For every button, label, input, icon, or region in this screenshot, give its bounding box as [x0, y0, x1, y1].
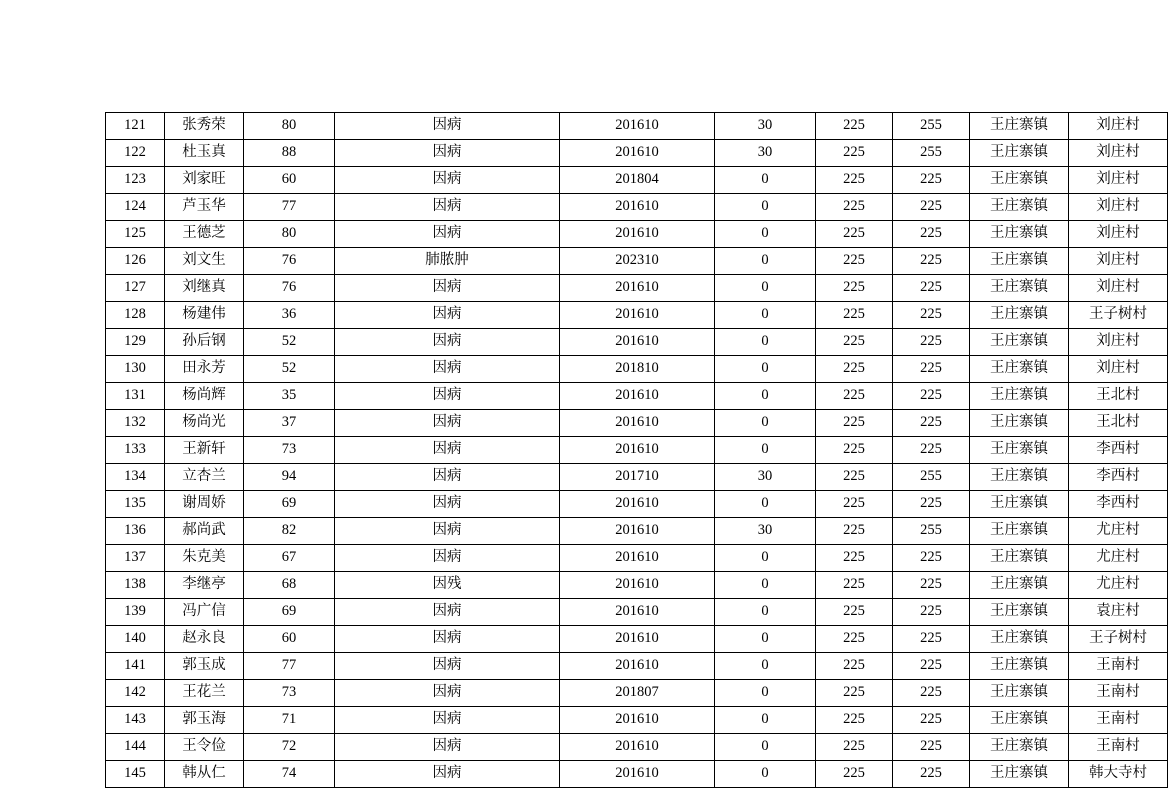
cell-name: 朱克美: [165, 545, 244, 572]
cell-index: 136: [106, 518, 165, 545]
cell-name: 田永芳: [165, 356, 244, 383]
cell-name: 张秀荣: [165, 113, 244, 140]
cell-index: 126: [106, 248, 165, 275]
cell-name: 杜玉真: [165, 140, 244, 167]
cell-age: 72: [244, 734, 335, 761]
cell-town: 王庄寨镇: [970, 383, 1069, 410]
cell-amount-2: 225: [816, 707, 893, 734]
cell-amount-1: 0: [715, 707, 816, 734]
cell-index: 133: [106, 437, 165, 464]
cell-village: 刘庄村: [1069, 113, 1168, 140]
cell-date: 201610: [560, 410, 715, 437]
cell-index: 144: [106, 734, 165, 761]
cell-cause: 肺脓肿: [335, 248, 560, 275]
cell-date: 202310: [560, 248, 715, 275]
cell-age: 68: [244, 572, 335, 599]
cell-amount-2: 225: [816, 761, 893, 788]
cell-date: 201610: [560, 302, 715, 329]
table-row: [106, 572, 1168, 599]
cell-town: 王庄寨镇: [970, 599, 1069, 626]
cell-age: 76: [244, 275, 335, 302]
cell-age: 37: [244, 410, 335, 437]
cell-total: 225: [893, 491, 970, 518]
cell-amount-2: 225: [816, 545, 893, 572]
cell-total: 255: [893, 140, 970, 167]
cell-cause: 因病: [335, 356, 560, 383]
cell-amount-1: 0: [715, 356, 816, 383]
cell-name: 王令俭: [165, 734, 244, 761]
cell-village: 李西村: [1069, 464, 1168, 491]
cell-name: 郭玉海: [165, 707, 244, 734]
cell-index: 134: [106, 464, 165, 491]
cell-amount-2: 225: [816, 410, 893, 437]
cell-cause: 因病: [335, 653, 560, 680]
cell-cause: 因病: [335, 491, 560, 518]
cell-index: 125: [106, 221, 165, 248]
cell-amount-1: 0: [715, 383, 816, 410]
cell-town: 王庄寨镇: [970, 194, 1069, 221]
cell-name: 刘家旺: [165, 167, 244, 194]
cell-age: 35: [244, 383, 335, 410]
cell-amount-1: 0: [715, 572, 816, 599]
cell-town: 王庄寨镇: [970, 491, 1069, 518]
table-row: [106, 518, 1168, 545]
cell-town: 王庄寨镇: [970, 761, 1069, 788]
cell-total: 225: [893, 275, 970, 302]
cell-name: 李继亭: [165, 572, 244, 599]
cell-age: 60: [244, 626, 335, 653]
cell-date: 201610: [560, 599, 715, 626]
cell-date: 201804: [560, 167, 715, 194]
cell-total: 225: [893, 356, 970, 383]
cell-village: 王南村: [1069, 734, 1168, 761]
roster-table-container: [105, 112, 1147, 788]
cell-age: 77: [244, 194, 335, 221]
cell-age: 60: [244, 167, 335, 194]
cell-amount-1: 0: [715, 734, 816, 761]
table-row: [106, 680, 1168, 707]
table-row: [106, 545, 1168, 572]
cell-index: 128: [106, 302, 165, 329]
table-row: [106, 626, 1168, 653]
cell-cause: 因病: [335, 707, 560, 734]
cell-town: 王庄寨镇: [970, 113, 1069, 140]
table-row: [106, 194, 1168, 221]
table-row: [106, 113, 1168, 140]
cell-total: 225: [893, 167, 970, 194]
cell-total: 225: [893, 545, 970, 572]
cell-amount-1: 0: [715, 626, 816, 653]
cell-age: 52: [244, 356, 335, 383]
cell-town: 王庄寨镇: [970, 653, 1069, 680]
cell-total: 225: [893, 761, 970, 788]
cell-date: 201610: [560, 491, 715, 518]
cell-village: 王南村: [1069, 707, 1168, 734]
cell-index: 127: [106, 275, 165, 302]
cell-cause: 因病: [335, 626, 560, 653]
cell-name: 王德芝: [165, 221, 244, 248]
cell-amount-2: 225: [816, 248, 893, 275]
cell-total: 255: [893, 464, 970, 491]
cell-age: 88: [244, 140, 335, 167]
cell-name: 冯广信: [165, 599, 244, 626]
cell-total: 255: [893, 518, 970, 545]
cell-town: 王庄寨镇: [970, 545, 1069, 572]
cell-amount-2: 225: [816, 464, 893, 491]
cell-amount-2: 225: [816, 491, 893, 518]
cell-index: 135: [106, 491, 165, 518]
cell-amount-2: 225: [816, 275, 893, 302]
cell-village: 王北村: [1069, 383, 1168, 410]
cell-age: 77: [244, 653, 335, 680]
cell-index: 139: [106, 599, 165, 626]
cell-index: 142: [106, 680, 165, 707]
cell-village: 王北村: [1069, 410, 1168, 437]
table-row: [106, 302, 1168, 329]
cell-index: 124: [106, 194, 165, 221]
cell-cause: 因病: [335, 329, 560, 356]
cell-amount-1: 30: [715, 464, 816, 491]
cell-amount-1: 30: [715, 518, 816, 545]
table-row: [106, 491, 1168, 518]
cell-date: 201807: [560, 680, 715, 707]
cell-village: 刘庄村: [1069, 167, 1168, 194]
cell-village: 尤庄村: [1069, 518, 1168, 545]
cell-index: 141: [106, 653, 165, 680]
cell-town: 王庄寨镇: [970, 410, 1069, 437]
cell-total: 225: [893, 572, 970, 599]
cell-town: 王庄寨镇: [970, 356, 1069, 383]
cell-age: 74: [244, 761, 335, 788]
cell-amount-2: 225: [816, 140, 893, 167]
table-row: [106, 356, 1168, 383]
cell-town: 王庄寨镇: [970, 518, 1069, 545]
cell-amount-2: 225: [816, 518, 893, 545]
cell-total: 225: [893, 626, 970, 653]
cell-village: 王子树村: [1069, 626, 1168, 653]
cell-cause: 因病: [335, 167, 560, 194]
cell-name: 刘文生: [165, 248, 244, 275]
cell-name: 赵永良: [165, 626, 244, 653]
cell-name: 郭玉成: [165, 653, 244, 680]
cell-cause: 因病: [335, 302, 560, 329]
cell-age: 67: [244, 545, 335, 572]
cell-age: 82: [244, 518, 335, 545]
cell-name: 谢周娇: [165, 491, 244, 518]
cell-index: 138: [106, 572, 165, 599]
cell-village: 刘庄村: [1069, 248, 1168, 275]
cell-village: 尤庄村: [1069, 545, 1168, 572]
cell-name: 韩从仁: [165, 761, 244, 788]
cell-amount-2: 225: [816, 437, 893, 464]
cell-index: 131: [106, 383, 165, 410]
cell-amount-2: 225: [816, 221, 893, 248]
cell-total: 225: [893, 248, 970, 275]
cell-age: 73: [244, 437, 335, 464]
cell-town: 王庄寨镇: [970, 248, 1069, 275]
cell-cause: 因病: [335, 437, 560, 464]
cell-amount-1: 0: [715, 599, 816, 626]
cell-amount-2: 225: [816, 626, 893, 653]
cell-age: 76: [244, 248, 335, 275]
cell-age: 94: [244, 464, 335, 491]
cell-age: 73: [244, 680, 335, 707]
cell-amount-2: 225: [816, 302, 893, 329]
cell-total: 225: [893, 383, 970, 410]
cell-age: 69: [244, 599, 335, 626]
cell-village: 李西村: [1069, 491, 1168, 518]
cell-age: 52: [244, 329, 335, 356]
cell-date: 201610: [560, 275, 715, 302]
roster-table: [105, 112, 1168, 788]
cell-cause: 因病: [335, 599, 560, 626]
cell-cause: 因病: [335, 275, 560, 302]
cell-name: 立杏兰: [165, 464, 244, 491]
table-row: [106, 221, 1168, 248]
table-row: [106, 437, 1168, 464]
cell-index: 140: [106, 626, 165, 653]
cell-index: 143: [106, 707, 165, 734]
cell-total: 225: [893, 437, 970, 464]
cell-village: 王南村: [1069, 680, 1168, 707]
cell-date: 201610: [560, 545, 715, 572]
cell-index: 137: [106, 545, 165, 572]
cell-total: 225: [893, 599, 970, 626]
cell-date: 201610: [560, 383, 715, 410]
cell-town: 王庄寨镇: [970, 221, 1069, 248]
cell-amount-2: 225: [816, 167, 893, 194]
cell-index: 121: [106, 113, 165, 140]
cell-date: 201610: [560, 572, 715, 599]
cell-cause: 因病: [335, 734, 560, 761]
cell-total: 225: [893, 653, 970, 680]
cell-amount-2: 225: [816, 113, 893, 140]
cell-town: 王庄寨镇: [970, 734, 1069, 761]
cell-cause: 因病: [335, 545, 560, 572]
cell-name: 刘继真: [165, 275, 244, 302]
cell-amount-1: 0: [715, 410, 816, 437]
table-row: [106, 410, 1168, 437]
cell-town: 王庄寨镇: [970, 140, 1069, 167]
cell-total: 225: [893, 302, 970, 329]
cell-date: 201610: [560, 113, 715, 140]
cell-age: 71: [244, 707, 335, 734]
cell-name: 王花兰: [165, 680, 244, 707]
cell-town: 王庄寨镇: [970, 302, 1069, 329]
cell-cause: 因病: [335, 410, 560, 437]
cell-index: 129: [106, 329, 165, 356]
cell-amount-1: 0: [715, 167, 816, 194]
cell-date: 201610: [560, 734, 715, 761]
table-row: [106, 464, 1168, 491]
cell-index: 145: [106, 761, 165, 788]
table-row: [106, 383, 1168, 410]
cell-cause: 因残: [335, 572, 560, 599]
cell-amount-1: 0: [715, 491, 816, 518]
cell-cause: 因病: [335, 221, 560, 248]
table-row: [106, 167, 1168, 194]
cell-total: 225: [893, 410, 970, 437]
cell-total: 225: [893, 194, 970, 221]
cell-date: 201610: [560, 221, 715, 248]
cell-index: 132: [106, 410, 165, 437]
cell-cause: 因病: [335, 383, 560, 410]
table-row: [106, 599, 1168, 626]
cell-name: 王新轩: [165, 437, 244, 464]
cell-village: 尤庄村: [1069, 572, 1168, 599]
cell-amount-1: 0: [715, 653, 816, 680]
table-row: [106, 140, 1168, 167]
cell-amount-2: 225: [816, 356, 893, 383]
cell-cause: 因病: [335, 518, 560, 545]
cell-town: 王庄寨镇: [970, 329, 1069, 356]
roster-table-body: [106, 113, 1168, 788]
cell-village: 袁庄村: [1069, 599, 1168, 626]
cell-name: 孙后钢: [165, 329, 244, 356]
cell-amount-1: 0: [715, 221, 816, 248]
table-row: [106, 734, 1168, 761]
cell-name: 杨尚光: [165, 410, 244, 437]
cell-town: 王庄寨镇: [970, 464, 1069, 491]
cell-village: 刘庄村: [1069, 221, 1168, 248]
cell-town: 王庄寨镇: [970, 680, 1069, 707]
cell-amount-1: 30: [715, 113, 816, 140]
cell-index: 130: [106, 356, 165, 383]
cell-age: 80: [244, 221, 335, 248]
cell-cause: 因病: [335, 680, 560, 707]
cell-total: 225: [893, 707, 970, 734]
cell-amount-2: 225: [816, 572, 893, 599]
cell-amount-2: 225: [816, 653, 893, 680]
cell-total: 225: [893, 734, 970, 761]
table-row: [106, 761, 1168, 788]
cell-date: 201610: [560, 653, 715, 680]
cell-village: 刘庄村: [1069, 194, 1168, 221]
cell-amount-2: 225: [816, 329, 893, 356]
cell-name: 郝尚武: [165, 518, 244, 545]
table-row: [106, 653, 1168, 680]
cell-town: 王庄寨镇: [970, 626, 1069, 653]
cell-town: 王庄寨镇: [970, 437, 1069, 464]
cell-date: 201610: [560, 707, 715, 734]
table-row: [106, 707, 1168, 734]
table-row: [106, 275, 1168, 302]
cell-amount-1: 0: [715, 329, 816, 356]
table-row: [106, 248, 1168, 275]
cell-amount-1: 0: [715, 248, 816, 275]
cell-age: 69: [244, 491, 335, 518]
cell-village: 刘庄村: [1069, 356, 1168, 383]
cell-amount-2: 225: [816, 680, 893, 707]
cell-cause: 因病: [335, 194, 560, 221]
cell-village: 韩大寺村: [1069, 761, 1168, 788]
cell-date: 201610: [560, 329, 715, 356]
cell-town: 王庄寨镇: [970, 275, 1069, 302]
cell-index: 123: [106, 167, 165, 194]
cell-total: 225: [893, 221, 970, 248]
cell-date: 201710: [560, 464, 715, 491]
cell-village: 刘庄村: [1069, 275, 1168, 302]
cell-total: 255: [893, 113, 970, 140]
cell-index: 122: [106, 140, 165, 167]
cell-town: 王庄寨镇: [970, 707, 1069, 734]
cell-cause: 因病: [335, 140, 560, 167]
cell-village: 刘庄村: [1069, 140, 1168, 167]
cell-village: 刘庄村: [1069, 329, 1168, 356]
cell-village: 李西村: [1069, 437, 1168, 464]
cell-cause: 因病: [335, 761, 560, 788]
cell-cause: 因病: [335, 113, 560, 140]
cell-date: 201610: [560, 626, 715, 653]
cell-amount-2: 225: [816, 734, 893, 761]
cell-amount-1: 0: [715, 275, 816, 302]
cell-total: 225: [893, 680, 970, 707]
cell-amount-1: 0: [715, 545, 816, 572]
cell-amount-1: 0: [715, 194, 816, 221]
cell-amount-1: 0: [715, 761, 816, 788]
cell-date: 201810: [560, 356, 715, 383]
cell-amount-1: 30: [715, 140, 816, 167]
cell-amount-2: 225: [816, 383, 893, 410]
cell-village: 王子树村: [1069, 302, 1168, 329]
cell-date: 201610: [560, 194, 715, 221]
cell-date: 201610: [560, 140, 715, 167]
cell-age: 80: [244, 113, 335, 140]
cell-town: 王庄寨镇: [970, 167, 1069, 194]
cell-amount-1: 0: [715, 302, 816, 329]
table-row: [106, 329, 1168, 356]
cell-name: 杨建伟: [165, 302, 244, 329]
cell-amount-2: 225: [816, 599, 893, 626]
cell-age: 36: [244, 302, 335, 329]
cell-amount-1: 0: [715, 680, 816, 707]
cell-date: 201610: [560, 437, 715, 464]
cell-total: 225: [893, 329, 970, 356]
cell-name: 杨尚辉: [165, 383, 244, 410]
cell-name: 芦玉华: [165, 194, 244, 221]
cell-date: 201610: [560, 761, 715, 788]
cell-amount-1: 0: [715, 437, 816, 464]
cell-amount-2: 225: [816, 194, 893, 221]
cell-cause: 因病: [335, 464, 560, 491]
cell-date: 201610: [560, 518, 715, 545]
cell-town: 王庄寨镇: [970, 572, 1069, 599]
cell-village: 王南村: [1069, 653, 1168, 680]
